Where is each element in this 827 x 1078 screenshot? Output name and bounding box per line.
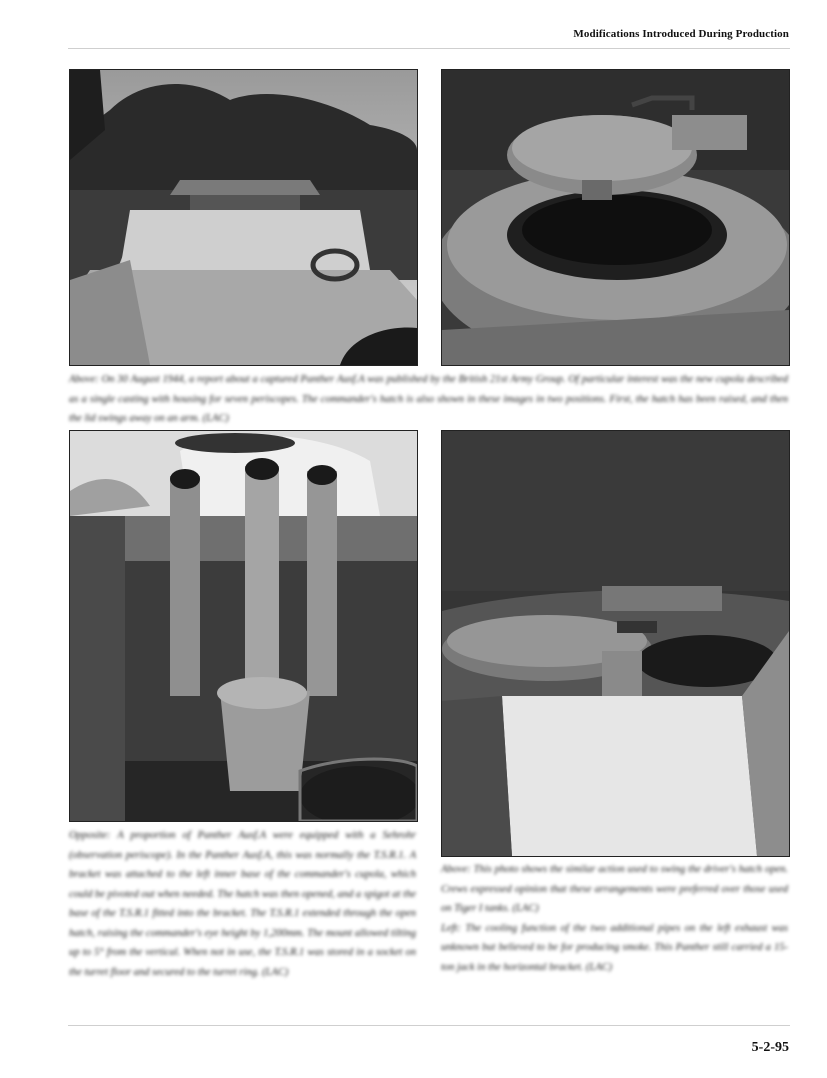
photo-exhaust-pipes (69, 430, 418, 822)
caption-bottom-right (441, 860, 788, 977)
caption-bottom-right-text-2: Left: The cooling function of the two additional pipes on the left exhaust was unknown but believed to be for producing smoke. This Panther still carried a 15-ton jack in the horizontal bracket. (LAC) (441, 922, 788, 973)
caption-bottom-left-text: Opposite: A proportion of Panther Ausf.A were equipped with a Sehrohr (observation periscope). In the Panther Ausf.A, this was normally the T.S.R.1. A bracket was attached to the left inner base of the commander's cupola, which could be pivoted out when needed. The hatch was then opened, and a spigot at the base of the T.S.R.1 fitted into the bracket. The T.S.R.1 extended through the open hatch, raising the commander's eye height by 1,200mm. The mount allowed tilting up to 5° from the vertical. When not in use, the T.S.R.1 was stored in a socket on the turret floor and secured to the turret ring. (LAC) (69, 830, 416, 978)
running-head-title: Modifications Introduced During Production (573, 28, 789, 40)
photo-driver-hatch (441, 430, 790, 857)
footer-rule (68, 1025, 790, 1026)
caption-bottom-right-text-1: Above: This photo shows the similar action used to swing the driver's hatch open. Crews expressed opinion that these arrangements were preferred over those used on Tiger I tanks. (LAC) (441, 864, 788, 914)
caption-bottom-left (69, 826, 416, 982)
photo-raised-hatch (69, 69, 418, 366)
photo-cupola-open (441, 69, 790, 366)
caption-top (69, 370, 788, 429)
page-number: 5-2-95 (751, 1040, 789, 1055)
caption-top-text: Above: On 30 August 1944, a report about a captured Panther Ausf.A was published by the British 21st Army Group. Of particular interest was the new cupola described as a single casting with housing for seven periscopes. The commander's hatch is also shown in these images in two positions. First, the hatch has been raised, and then the lid swings away on an arm. (LAC) (69, 374, 788, 424)
header-rule (68, 48, 790, 49)
